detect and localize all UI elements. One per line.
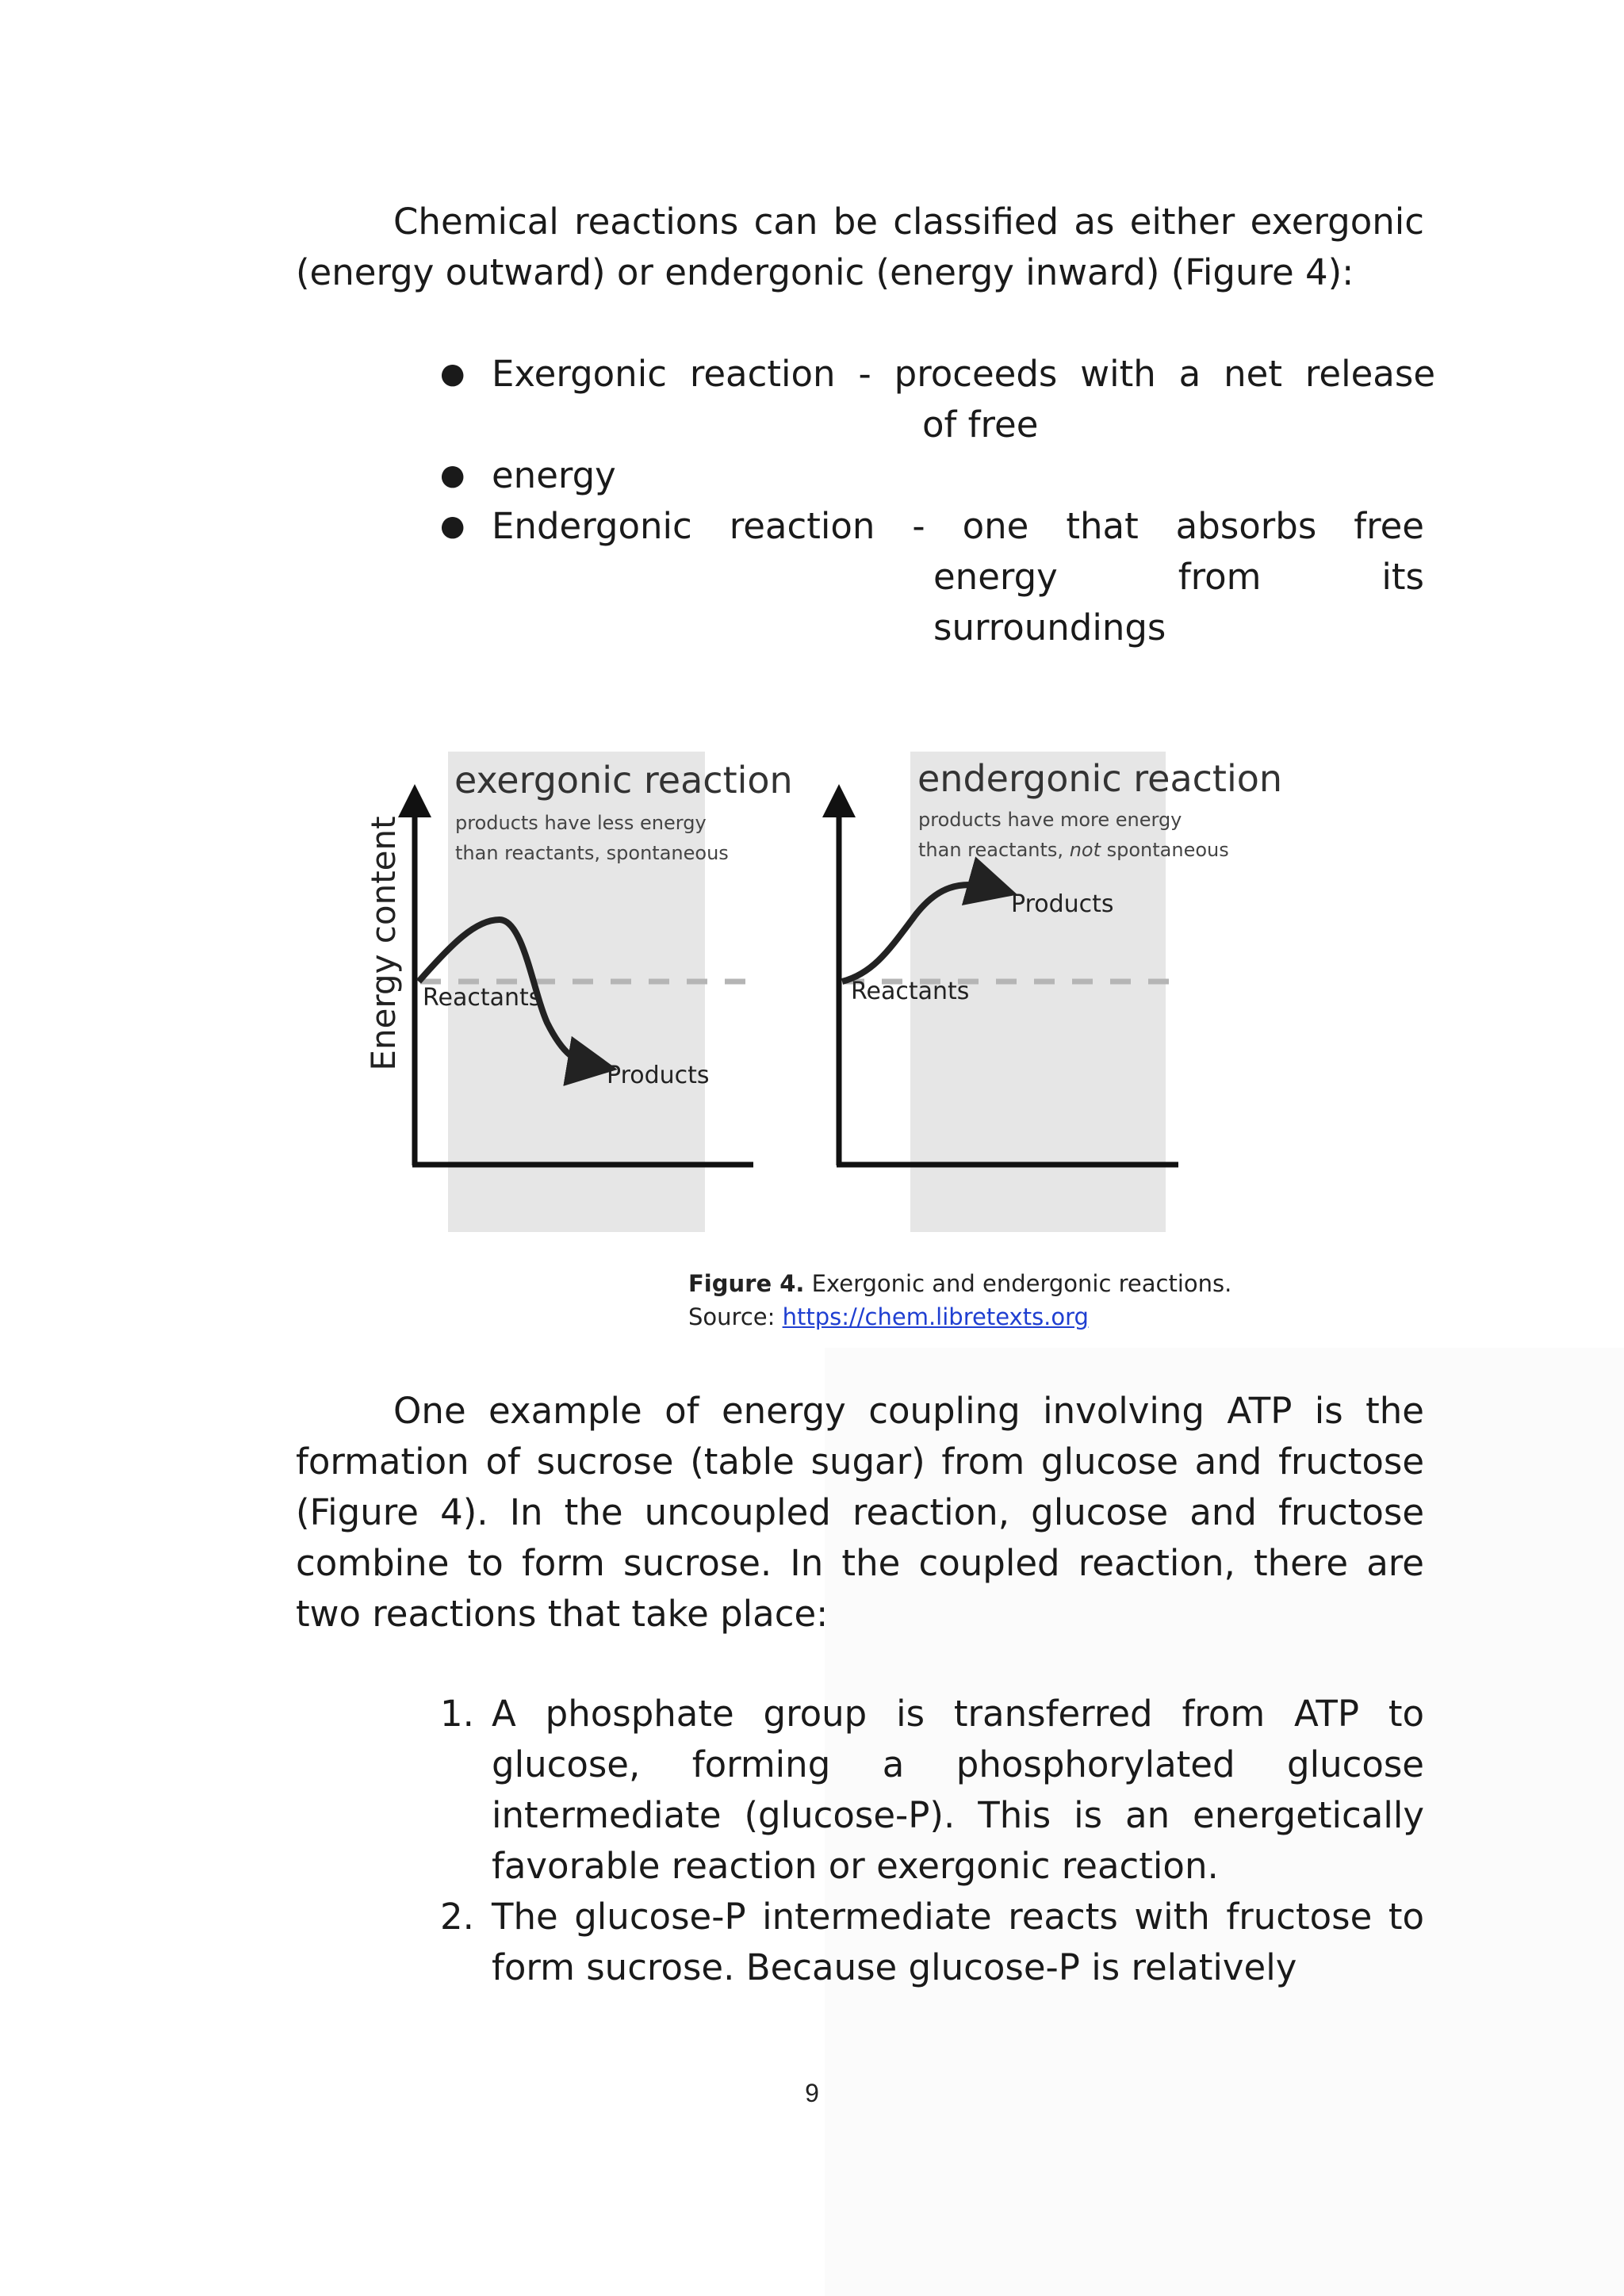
left-panel-subtitle-2: than reactants, spontaneous — [455, 842, 729, 864]
intro-paragraph — [296, 197, 1424, 298]
left-products-label: Products — [607, 1062, 710, 1089]
bullet-text: Endergonic reaction - one that absorbs free — [492, 505, 1424, 547]
list-number: 2. — [440, 1896, 474, 1938]
bullet-continuation — [933, 552, 1424, 603]
bullet-text: surroundings — [933, 607, 1166, 649]
right-products-label: Products — [1011, 890, 1114, 918]
left-panel-subtitle-1: products have less energy — [455, 812, 707, 834]
list-item — [440, 1892, 1424, 1993]
y-axis-label: Energy content — [364, 816, 403, 1071]
list-number: 1. — [440, 1693, 474, 1735]
left-reactants-label: Reactants — [423, 984, 542, 1012]
list-text: The glucose-P intermediate reacts with fructose to form sucrose. Because glucose-P is relatively — [492, 1896, 1424, 1988]
bullet-dot-icon: ● — [440, 510, 465, 542]
figure-caption — [688, 1267, 1231, 1334]
page-number: 9 — [805, 2079, 819, 2107]
right-subtitle-part: spontaneous — [1101, 839, 1229, 861]
bullet-text: of free — [922, 404, 1039, 446]
intro-text: Chemical reactions can be classified as either exergonic (energy outward) or endergonic (energy inward) (Figure 4): — [296, 201, 1424, 293]
right-reactants-label: Reactants — [851, 978, 970, 1005]
right-subtitle-emphasis: not — [1069, 839, 1101, 861]
bullet-text: energy — [492, 454, 616, 496]
energy-diagram-figure — [349, 745, 1285, 1237]
source-label: Source: — [688, 1303, 783, 1330]
coupling-text: One example of energy coupling involving ATP is the formation of sucrose (table sugar) from glucose and fructose (Figure 4). In the uncoupled reaction, glucose and fructose combine to form sucrose. In the coupled reaction, there are two reactions that take place: — [296, 1390, 1424, 1635]
right-panel-title: endergonic reaction — [917, 757, 1283, 800]
list-item — [440, 1689, 1424, 1892]
right-panel-subtitle-2 — [918, 839, 1229, 861]
bullet-dot-icon: ● — [440, 459, 465, 492]
caption-line — [688, 1267, 1231, 1300]
source-line — [688, 1300, 1231, 1334]
right-panel-subtitle-1: products have more energy — [918, 809, 1182, 831]
source-link[interactable]: https://chem.libretexts.org — [782, 1303, 1089, 1330]
coupling-paragraph — [296, 1386, 1424, 1640]
bullet-list — [440, 349, 1435, 650]
caption-text: Exergonic and endergonic reactions. — [804, 1270, 1232, 1297]
bullet-continuation — [922, 400, 1038, 450]
list-text: A phosphate group is transferred from ATP to glucose, forming a phosphorylated glucose intermediate (glucose-P). This is an energetically favorable reaction or exergonic reaction. — [492, 1693, 1424, 1887]
bullet-text: Exergonic reaction - proceeds with a net release — [492, 353, 1435, 395]
caption-label: Figure 4. — [688, 1270, 805, 1297]
bullet-dot-icon: ● — [440, 358, 465, 390]
bullet-text: energy from its — [933, 556, 1424, 598]
bullet-continuation — [933, 603, 1166, 653]
left-panel-title: exergonic reaction — [454, 759, 793, 802]
right-subtitle-part: than reactants, — [918, 839, 1070, 861]
numbered-list — [440, 1689, 1424, 1993]
